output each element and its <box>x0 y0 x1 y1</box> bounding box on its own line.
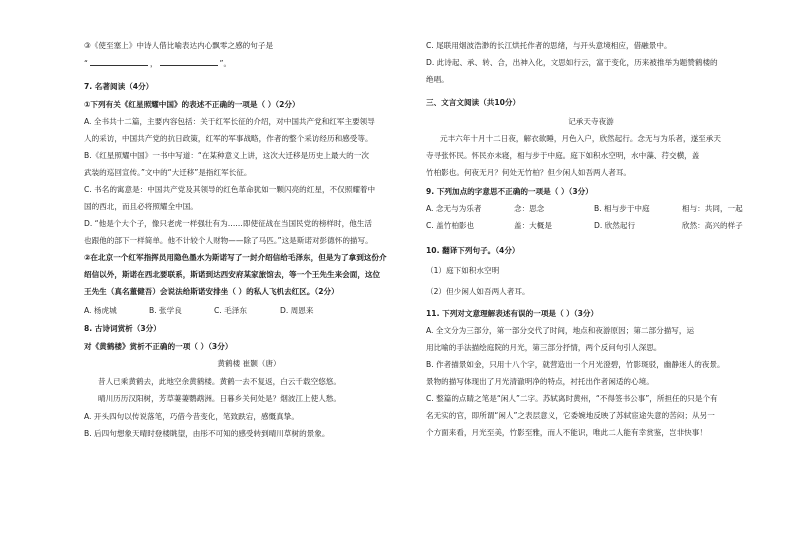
passage-line-3: 竹柏影也。何夜无月？何处无竹柏？但少闲人如吾两人者耳。 <box>426 168 632 177</box>
answer-blank-2[interactable] <box>160 57 218 66</box>
q7-2-line1: ②在北京一个红军指挥员用隐色墨水为斯诺写了一封介绍信给毛泽东，但是为了拿到这份介 <box>84 253 387 262</box>
q11-option-b-line2: 景物的描写体现出了月光清澈明净的特点，衬托出作者闲适的心境。 <box>426 377 654 386</box>
q8-option-a: A. 开头四句以传说落笔，巧借今昔变化，笔致跌宕，感慨真挚。 <box>84 412 299 421</box>
q11-option-b-line1: B. 作者描景如金，只用十八个字，就营造出一个月光澄碧，竹影斑驳，幽静迷人的夜景。 <box>426 360 725 369</box>
q9-option-c[interactable]: C. 盖竹柏影也 <box>426 221 475 230</box>
q8-option-c: C. 尾联用烟波浩渺的长江烘托作者的思绪，与开头意境相应，借融景中。 <box>426 41 672 50</box>
q11-option-a-line1: A. 全文分为三部分，第一部分交代了时间，地点和夜游原因；第二部分描写，运 <box>426 326 695 335</box>
q7-2-option-b[interactable]: B. 张学良 <box>149 306 182 315</box>
q9-option-a[interactable]: A. 念无与为乐者 <box>426 204 482 213</box>
q10-stem: 10. 翻译下列句子。（4分） <box>426 246 520 255</box>
q10-sentence-1: （1）庭下如积水空明 <box>426 266 500 275</box>
q7-1-option-b-line1: B.《红星照耀中国》一书中写道：“在某种意义上讲，这次大迁移是历史上最大的一次 <box>84 151 369 160</box>
q7-1-option-a-line1: A. 全书共十二篇，主要内容包括：关于红军长征的介绍，对中国共产党和红军主要领导 <box>84 117 375 126</box>
q11-option-c-line2: 名无实的官，即所谓“闲人”之表层意义，它委婉地反映了苏轼宦途失意的苦闷；从另一 <box>426 411 715 420</box>
q9-option-c-meaning: 盖：大概是 <box>514 221 552 230</box>
q7-2-line2: 绍信以外，斯诺在西北要联系，斯诺到达西安府某家旅馆去，等一个王先生来会面，这位 <box>84 270 381 279</box>
q7-1-option-d-line2: 也跟他的部下一样简单。他不计较个人财物——除了马匹。”这是斯诺对彭德怀的描写。 <box>84 236 373 245</box>
q7-1-stem: ①下列有关《红星照耀中国》的表述不正确的一项是（ ）（2分） <box>84 100 300 109</box>
poem-title: 黄鹤楼 崔颢（唐） <box>217 359 281 368</box>
passage-line-2: 寺寻张怀民。怀民亦未寝，相与步于中庭。庭下如积水空明，水中藻、荇交横，盖 <box>426 151 700 160</box>
q9-option-b[interactable]: B. 相与步于中庭 <box>594 204 650 213</box>
q7-2-option-a[interactable]: A. 杨虎城 <box>84 306 117 315</box>
q7-1-option-d-line1: D. “他是个大个子，像只老虎一样强壮有为……即使征战在当国民党的榜样时，他生活 <box>84 219 372 228</box>
q9-option-b-meaning: 相与：共同，一起 <box>682 204 743 213</box>
section-8-heading: 8. 古诗词赏析（3分） <box>84 324 161 333</box>
q7-1-option-a-line2: 人的采访，中国共产党的抗日政策，红军的军事战略，作者的整个采访经历和感受等。 <box>84 134 373 143</box>
passage-title: 记承天寺夜游 <box>568 117 614 126</box>
q10-sentence-2: （2）但少闲人如吾两人者耳。 <box>426 287 530 296</box>
q8-option-d-line1: D. 此诗起、承、转、合，出神入化，文思如行云，富于变化，历来被推举为题赞鹤楼的 <box>426 58 718 67</box>
q11-option-c-line1: C. 整篇的点睛之笔是“闲人”二字。苏轼离时黄州，“不得签书公事”，所担任的只是个有 <box>426 394 718 403</box>
q8-option-b: B. 后四句想象天晴时登楼眺望，由彤不可知的感受转到晴川草树的景象。 <box>84 429 330 438</box>
q9-option-a-meaning: 念：思念 <box>514 204 545 213</box>
q11-option-c-line3: 个方面来看，月光至美，竹影至雅，而人不能识，唯此二人能有幸赏鉴，岂非快事！ <box>426 428 707 437</box>
passage-line-1: 元丰六年十月十二日夜，解衣欲睡，月色入户，欣然起行。念无与为乐者，遂至承天 <box>440 134 721 143</box>
section-7-heading: 7. 名著阅读（4分） <box>84 82 154 91</box>
poem-line-1: 昔人已乘黄鹤去，此地空余黄鹤楼。黄鹤一去不复返，白云千载空悠悠。 <box>98 377 341 386</box>
q6-3-line2: “ ， ”。 <box>84 59 232 68</box>
q11-option-a-line2: 用比喻的手法描绘庭院的月光，第三部分抒情，两个反问句引人深思。 <box>426 343 662 352</box>
q11-stem: 11. 下列对文意理解表述有误的一项是（ ）（3分） <box>426 309 599 318</box>
q9-option-d[interactable]: D. 欣然起行 <box>594 221 636 230</box>
q6-3-line1: ③《使至塞上》中诗人借比喻表达内心飘零之感的句子是 <box>84 41 274 50</box>
answer-blank-1[interactable] <box>90 57 148 66</box>
q8-option-d-line2: 绝唱。 <box>426 75 449 84</box>
q8-stem: 对《黄鹤楼》赏析不正确的一项（ ）（3分） <box>84 342 233 351</box>
q7-2-option-d[interactable]: D. 周恩来 <box>280 306 314 315</box>
q7-2-option-c[interactable]: C. 毛泽东 <box>214 306 247 315</box>
q9-stem: 9. 下列加点的字意思不正确的一项是（ ）（3分） <box>426 187 593 196</box>
q9-option-d-meaning: 欣然：高兴的样子 <box>682 221 743 230</box>
q7-2-line3: 王先生（真名董健吾）会说法给斯诺安排坐（ ）的私人飞机去红区。（2分） <box>84 287 339 296</box>
poem-line-2: 晴川历历汉阳树，芳草萋萋鹦鹉洲。日暮乡关何处是？烟波江上使人愁。 <box>98 394 341 403</box>
q7-1-option-c-line2: 国的西北，而且必将照耀全中国。 <box>84 202 198 211</box>
q7-1-option-c-line1: C. 书名的寓意是：中国共产党及其领导的红色革命犹如一颗闪亮的红星，不仅照耀着中 <box>84 185 376 194</box>
q7-1-option-b-line2: 武装的巡回宣传。”文中的“大迁移”是指红军长征。 <box>84 168 252 177</box>
section-3-heading: 三、文言文阅读（共10分） <box>426 98 521 107</box>
